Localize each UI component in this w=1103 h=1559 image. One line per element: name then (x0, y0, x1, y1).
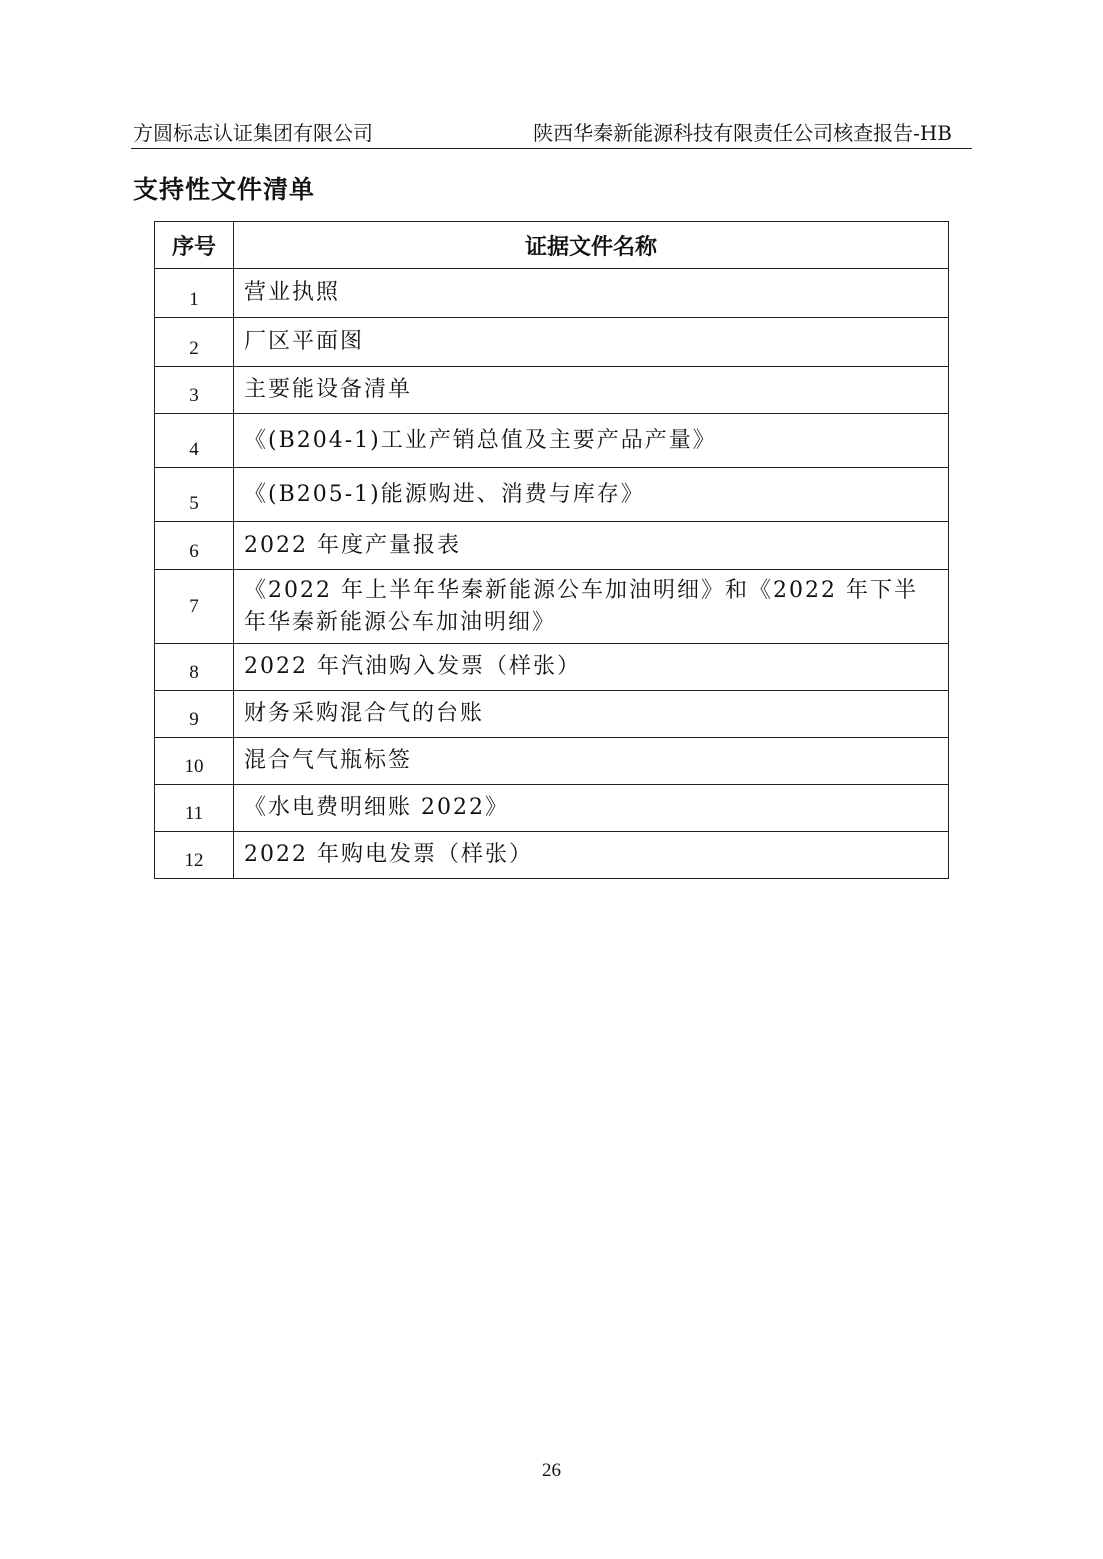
page-header (131, 118, 972, 149)
row-document-name: 《水电费明细账 2022》 (234, 785, 949, 832)
row-number: 2 (155, 318, 234, 367)
section-title: 支持性文件清单 (133, 175, 316, 204)
row-number: 6 (155, 522, 234, 570)
column-header-no: 序号 (155, 222, 234, 269)
evidence-table (154, 221, 949, 879)
table-row (155, 644, 949, 691)
row-number: 3 (155, 367, 234, 414)
table-row (155, 468, 949, 522)
table-header-row (155, 222, 949, 269)
row-number: 11 (155, 785, 234, 832)
table-row (155, 738, 949, 785)
column-header-name: 证据文件名称 (234, 222, 949, 269)
row-document-name: 财务采购混合气的台账 (234, 691, 949, 738)
table-row (155, 318, 949, 367)
row-number: 9 (155, 691, 234, 738)
header-report-title: 陕西华秦新能源科技有限责任公司核查报告-HB (533, 121, 952, 145)
row-document-name: 《2022 年上半年华秦新能源公车加油明细》和《2022 年下半年华秦新能源公车加油明细》 (234, 570, 949, 644)
row-number: 4 (155, 414, 234, 468)
table-row (155, 367, 949, 414)
table-row (155, 522, 949, 570)
page-number: 26 (542, 1460, 561, 1481)
row-document-name: 混合气气瓶标签 (234, 738, 949, 785)
row-number: 7 (155, 570, 234, 644)
table-row (155, 269, 949, 318)
header-company: 方圆标志认证集团有限公司 (133, 121, 373, 145)
row-document-name: 《(B205-1)能源购进、消费与库存》 (234, 468, 949, 522)
row-number: 10 (155, 738, 234, 785)
row-document-name: 营业执照 (234, 269, 949, 318)
table-row (155, 570, 949, 644)
row-document-name: 2022 年汽油购入发票（样张） (234, 644, 949, 691)
table-row (155, 832, 949, 879)
row-document-name: 2022 年度产量报表 (234, 522, 949, 570)
row-document-name: 《(B204-1)工业产销总值及主要产品产量》 (234, 414, 949, 468)
row-document-name: 主要能设备清单 (234, 367, 949, 414)
row-number: 12 (155, 832, 234, 879)
table-row (155, 785, 949, 832)
row-number: 5 (155, 468, 234, 522)
row-number: 1 (155, 269, 234, 318)
row-document-name: 厂区平面图 (234, 318, 949, 367)
row-document-name: 2022 年购电发票（样张） (234, 832, 949, 879)
table-row (155, 414, 949, 468)
row-number: 8 (155, 644, 234, 691)
table-row (155, 691, 949, 738)
